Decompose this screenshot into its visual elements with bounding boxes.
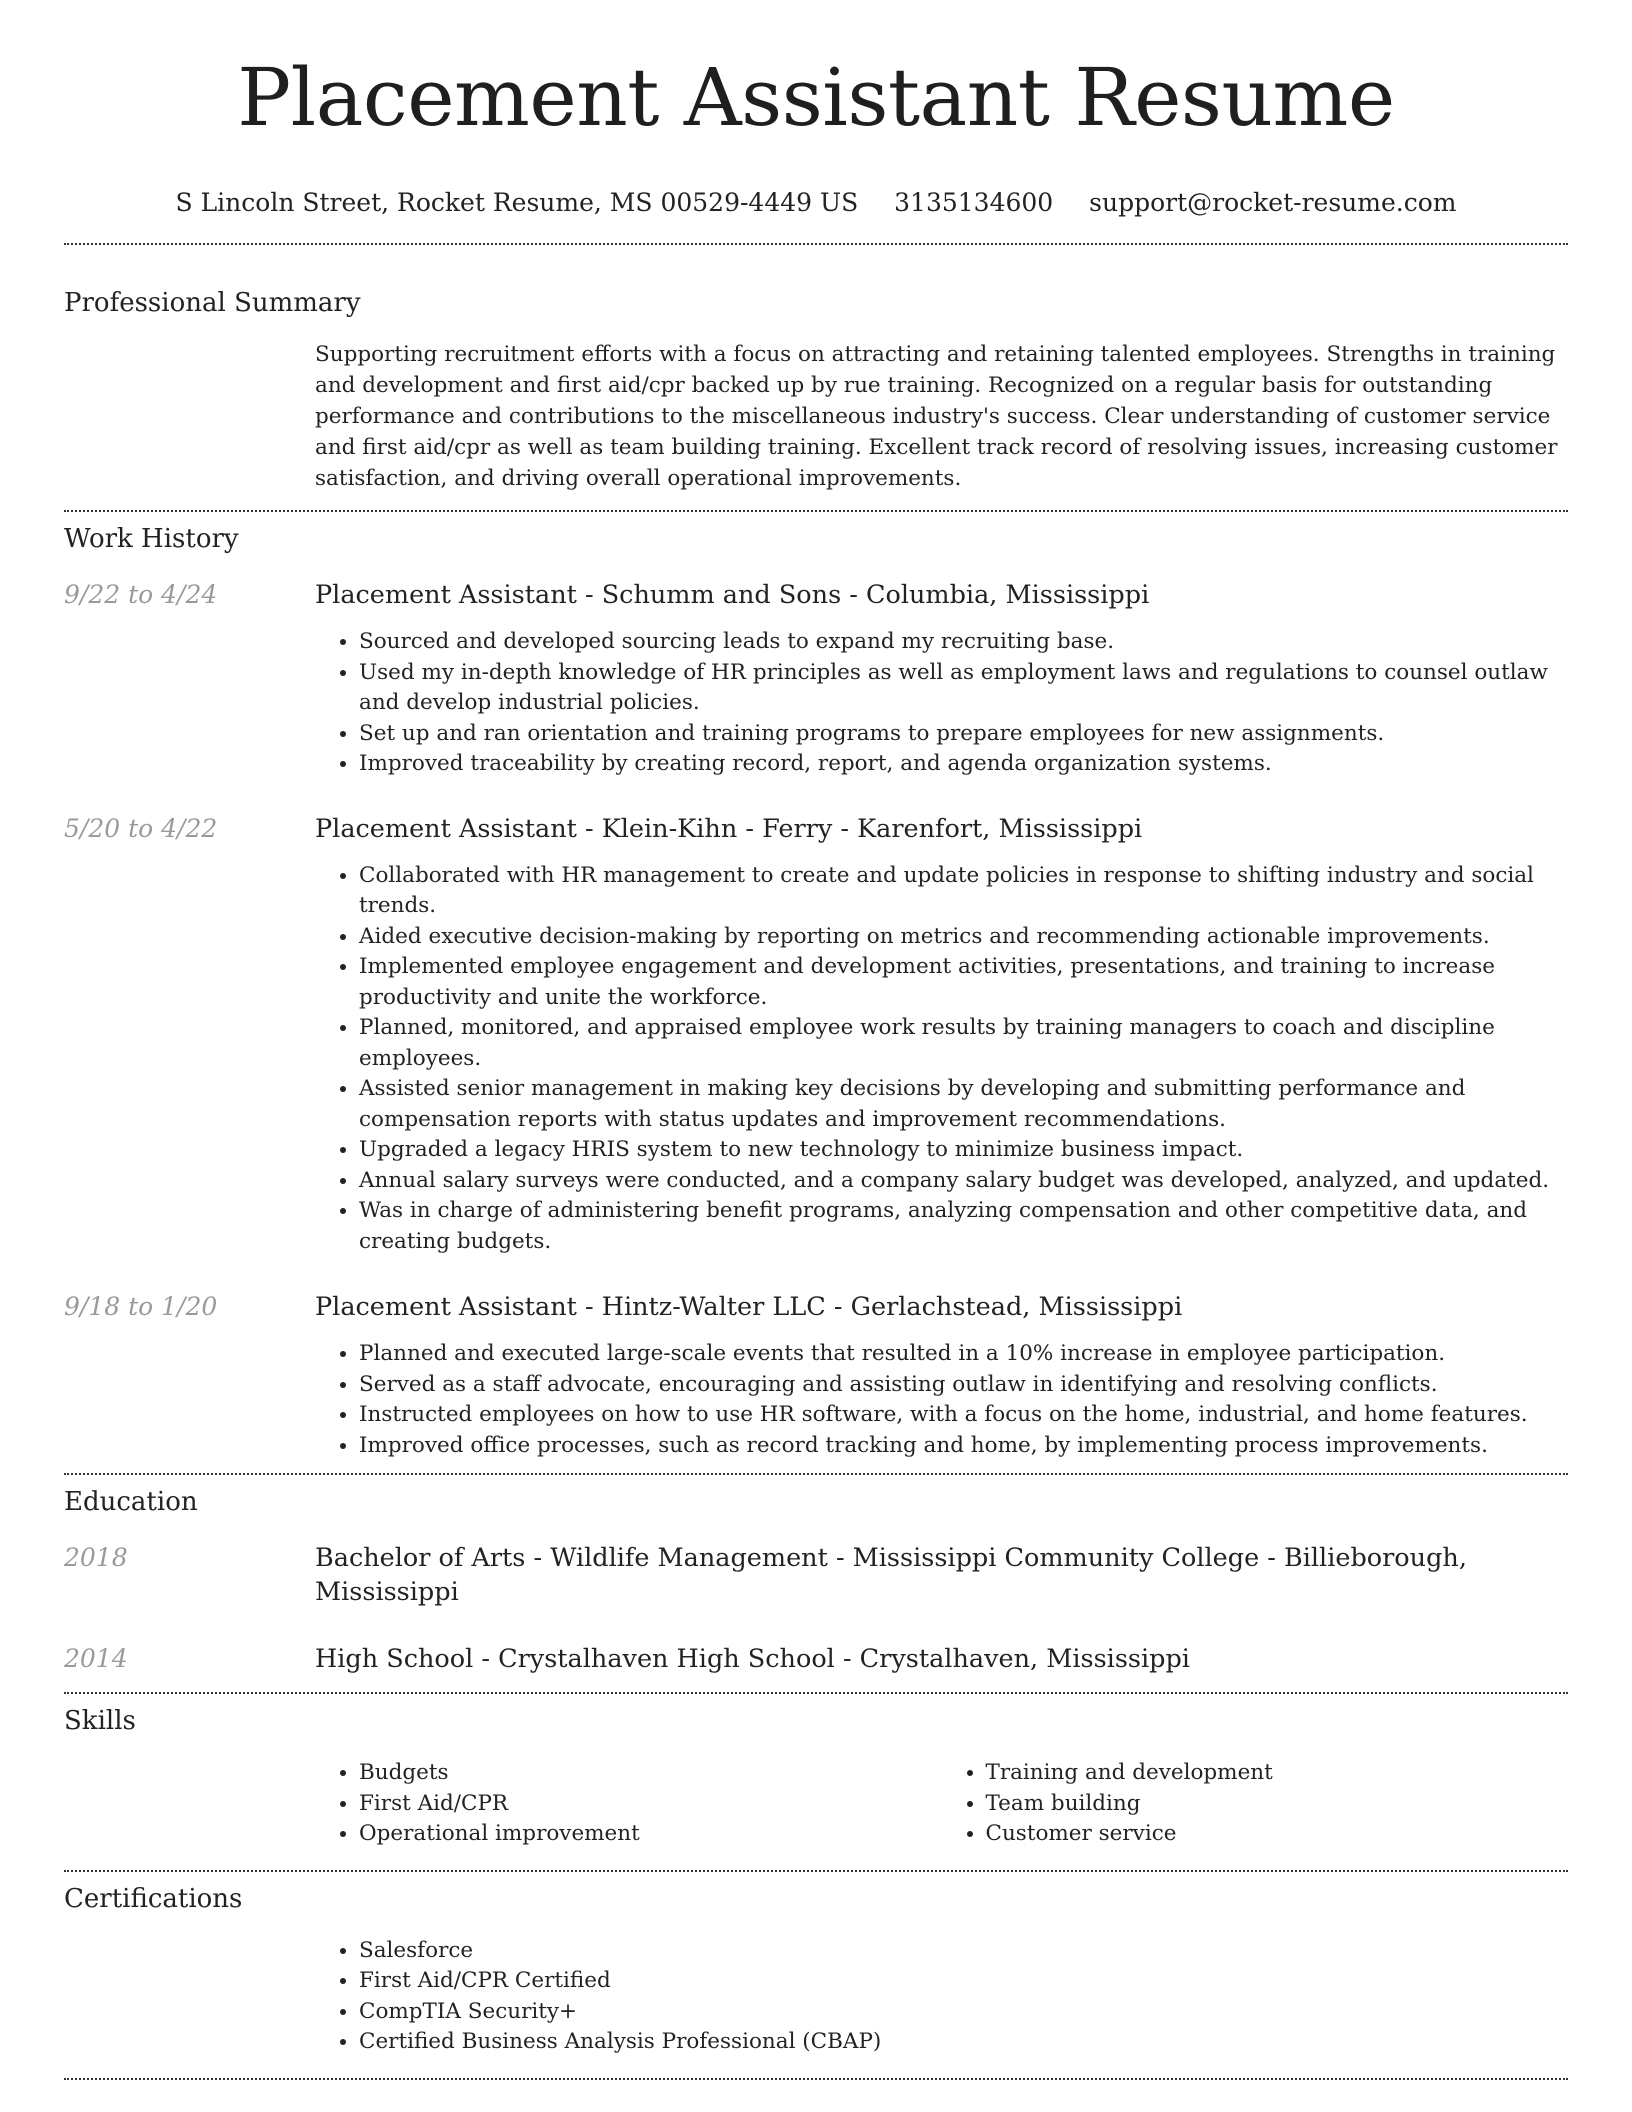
list-item: • Customer service: [986, 1819, 1569, 1850]
list-item: • Sourced and developed sourcing leads to expand my recruiting base.: [359, 627, 1568, 658]
list-item: • Planned, monitored, and appraised employee work results by training managers to coach and discipline employees.: [359, 1013, 1568, 1074]
summary-text: Supporting recruitment efforts with a focus on attracting and retaining talented employees. Strengths in training and development and first aid/cpr backed up by rue training. Recognized on a regular basis for outstanding performance and contributions to the miscellaneous industry's success. Clear understanding of customer service and first aid/cpr as well as team building training. Excellent track record of resolving issues, increasing customer satisfaction, and driving overall operational improvements.: [315, 342, 1558, 491]
contact-line: [64, 186, 1568, 220]
contact-email: support@rocket-resume.com: [1089, 188, 1457, 217]
job-dates: 9/18 to 1/20: [64, 1292, 218, 1321]
list-item: • CompTIA Security+: [359, 1997, 1568, 2028]
list-item: • Used my in-depth knowledge of HR principles as well as employment laws and regulations to counsel outlaw and develop industrial policies.: [359, 658, 1568, 719]
work-history-heading: Work History: [64, 524, 239, 554]
list-item: • Implemented employee engagement and development activities, presentations, and training to increase productivity and unite the workforce.: [359, 952, 1568, 1013]
list-item: • Improved office processes, such as record tracking and home, by implementing process improvements.: [359, 1431, 1568, 1462]
job-title: Placement Assistant - Hintz-Walter LLC - Gerlachstead, Mississippi: [315, 1292, 1183, 1322]
list-item: • Aided executive decision-making by reporting on metrics and recommending actionable improvements.: [359, 922, 1568, 953]
list-item: • First Aid/CPR: [359, 1789, 942, 1820]
education-year: 2014: [64, 1644, 128, 1673]
list-item: • Instructed employees on how to use HR software, with a focus on the home, industrial, and home features.: [359, 1400, 1568, 1431]
education-year: 2018: [64, 1543, 128, 1572]
education-entry: [64, 1541, 1568, 1609]
skills-divider: [64, 1870, 1568, 1872]
list-item: • Improved traceability by creating record, report, and agenda organization systems.: [359, 749, 1568, 780]
job-bullets: [315, 861, 1568, 1258]
certifications-heading: Certifications: [64, 1883, 243, 1914]
skills-list-right: [942, 1758, 1569, 1850]
contact-address: S Lincoln Street, Rocket Resume, MS 00529-4449 US: [175, 188, 859, 217]
job-title: Placement Assistant - Schumm and Sons - Columbia, Mississippi: [315, 580, 1150, 610]
job-dates: 5/20 to 4/22: [64, 813, 218, 843]
list-item: • Was in charge of administering benefit programs, analyzing compensation and other competitive data, and creating budgets.: [359, 1196, 1568, 1257]
education-divider: [64, 1692, 1568, 1694]
skills-grid: [315, 1758, 1568, 1850]
job-entry: [64, 578, 1568, 780]
education-heading: Education: [64, 1487, 198, 1517]
work-history-divider: [64, 1473, 1568, 1475]
job-title: Placement Assistant - Klein-Kihn - Ferry - Karenfort, Mississippi: [315, 813, 1143, 844]
contact-phone: 3135134600: [894, 188, 1054, 217]
list-item: • Planned and executed large-scale events that resulted in a 10% increase in employee participation.: [359, 1339, 1568, 1370]
list-item: • Assisted senior management in making key decisions by developing and submitting performance and compensation reports with status updates and improvement recommendations.: [359, 1074, 1568, 1135]
job-dates: 9/22 to 4/24: [64, 580, 218, 609]
list-item: • Collaborated with HR management to create and update policies in response to shifting industry and social trends.: [359, 861, 1568, 922]
certifications-list: [315, 1936, 1568, 2058]
list-item: • Salesforce: [359, 1936, 1568, 1967]
education-text: High School - Crystalhaven High School - Crystalhaven, Mississippi: [315, 1644, 1190, 1674]
job-entry: [64, 812, 1568, 1258]
list-item: • Upgraded a legacy HRIS system to new technology to minimize business impact.: [359, 1135, 1568, 1166]
summary-heading: Professional Summary: [64, 288, 361, 318]
education-entry: [64, 1642, 1568, 1676]
list-item: • Team building: [986, 1789, 1569, 1820]
job-bullets: [315, 627, 1568, 780]
page-title: Placement Assistant Resume: [237, 51, 1395, 144]
skills-list-left: [315, 1758, 942, 1850]
certifications-divider: [64, 2078, 1568, 2080]
list-item: • Training and development: [986, 1758, 1569, 1789]
list-item: • Annual salary surveys were conducted, and a company salary budget was developed, analyzed, and updated.: [359, 1166, 1568, 1197]
list-item: • Budgets: [359, 1758, 942, 1789]
job-entry: [64, 1290, 1568, 1461]
job-bullets: [315, 1339, 1568, 1461]
education-text: Bachelor of Arts - Wildlife Management - Mississippi Community College - Billieborough, Mississippi: [315, 1543, 1467, 1607]
list-item: • First Aid/CPR Certified: [359, 1966, 1568, 1997]
list-item: • Set up and ran orientation and training programs to prepare employees for new assignments.: [359, 719, 1568, 750]
skills-heading: Skills: [64, 1706, 136, 1736]
list-item: • Operational improvement: [359, 1819, 942, 1850]
summary-divider: [64, 510, 1568, 512]
list-item: • Served as a staff advocate, encouraging and assisting outlaw in identifying and resolving conflicts.: [359, 1370, 1568, 1401]
list-item: • Certified Business Analysis Professional (CBAP): [359, 2027, 1568, 2058]
resume-page: [64, 0, 1568, 2080]
header-divider: [64, 243, 1568, 245]
